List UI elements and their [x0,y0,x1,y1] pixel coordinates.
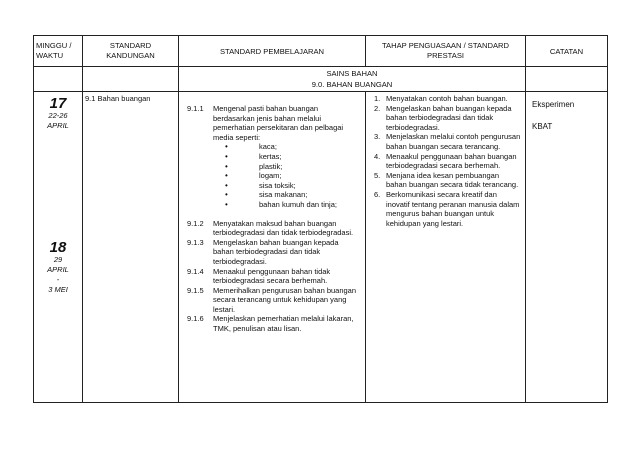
week-separator: - [56,275,60,284]
material-item: • kaca; [233,142,361,152]
content-row [34,92,608,403]
standard-item: 9.1.3 Mengelaskan bahan buangan kepada bahan terbiodegradasi dan tidak terbiodegradasi. [187,237,339,266]
section-blank-2 [83,67,179,92]
standard-item: 9.1.4 Menaakul penggunaan bahan tidak terbiodegradasi secara berhemah. [187,266,331,286]
week-number: 17 [49,95,67,112]
week-month: APRIL [47,265,69,274]
week-dates: 29 [53,255,63,264]
catatan-cell [526,92,608,403]
kandungan-text: 9.1 Bahan buangan [85,94,151,103]
kandungan-cell [83,92,179,403]
section-blank-3 [526,67,608,92]
header-minggu: MINGGU / WAKTU [34,36,83,67]
material-list [187,142,361,209]
material-item: • logam; [233,171,361,181]
material-item: • sisa makanan; [233,190,361,200]
tahap-item: 3. Menjelaskan melalui contoh pengurusan bahan buangan secara terancang. [374,132,521,151]
standard-item: 9.1.2 Menyatakan maksud bahan buangan terbiodegradasi dan tidak terbiodegradasi. [187,218,354,238]
header-row [34,36,608,67]
material-item: • plastik; [233,162,361,172]
section-title-row [34,67,608,92]
week-number: 18 [49,239,67,256]
catatan-kbat: KBAT [532,122,553,131]
standard-item: 9.1.1 Mengenal pasti bahan buangan berdasarkan jenis bahan melalui pemerhatian persekitaran dan pelbagai media seperti: • kaca; • kertas; • plastik; • logam; • sisa toksik; • sisa makanan; • bahan kumuh dan tinja; [187,104,361,210]
header-pembelajaran: STANDARD PEMBELAJARAN [179,36,366,67]
material-item: • bahan kumuh dan tinja; [233,200,361,210]
material-item: • kertas; [233,152,361,162]
pembelajaran-cell [179,92,366,403]
section-blank-1 [34,67,83,92]
week-month-2: 3 MEI [48,285,68,294]
material-item: • sisa toksik; [233,181,361,191]
tahap-item: 2. Mengelaskan bahan buangan kepada bahan terbiodegradasi dan tidak terbiodegradasi. [374,103,512,132]
lesson-plan-table [33,35,608,403]
section-topic: 9.0. BAHAN BUANGAN [311,80,393,89]
tahap-item: 5. Menjana idea kesan pembuangan bahan buangan secara tidak terancang. [374,170,519,190]
standard-item: 9.1.5 Memerihalkan pengurusan bahan buangan secara terancang untuk kehidupan yang lestari. [187,285,357,314]
tahap-list [368,94,521,228]
tahap-cell [366,92,526,403]
week-dates: 22-26 [48,111,68,120]
section-title [179,67,526,92]
header-tahap: TAHAP PENGUASAAN / STANDARD PRESTASI [366,36,526,67]
section-subject: SAINS BAHAN [326,69,378,78]
pembelajaran-list [187,104,361,334]
week-month: APRIL [47,121,69,130]
header-catatan: CATATAN [526,36,608,67]
tahap-item: 4. Menaakul penggunaan bahan buangan terbiodegradasi secara berhemah. [374,151,517,171]
week-18 [34,240,82,295]
week-cell [34,92,83,403]
week-17 [34,96,82,131]
standard-item: 9.1.6 Menjelaskan pemerhatian melalui lakaran, TMK, penulisan atau lisan. [187,314,354,334]
catatan-eksperimen: Eksperimen [532,100,575,109]
header-kandungan: STANDARD KANDUNGAN [83,36,179,67]
tahap-item: 1. Menyatakan contoh bahan buangan. [374,94,508,103]
tahap-item: 6. Berkomunikasi secara kreatif dan inovatif tentang peranan manusia dalam mengurus bahan buangan untuk kehidupan yang lestari. [374,189,520,228]
lesson-plan-page [33,35,607,403]
